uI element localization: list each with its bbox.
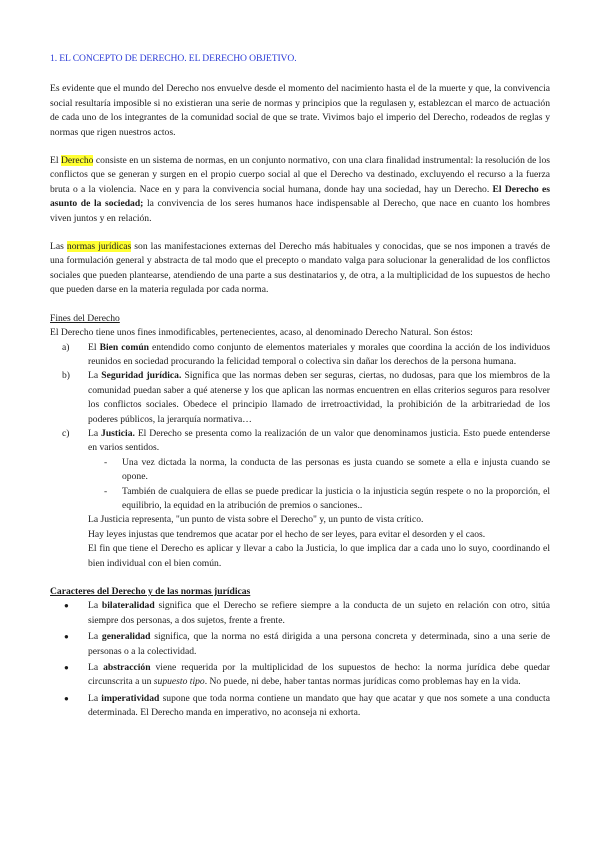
caracteres-section	[50, 585, 550, 721]
text-run: significa, que la norma no está dirigida a una persona concreta y determinada, sino a una serie de personas o a la colectividad.	[88, 631, 550, 657]
list-item	[64, 630, 550, 659]
list-item	[64, 599, 550, 628]
list-item	[64, 692, 550, 721]
text-run: El	[50, 155, 61, 167]
text-run: El Derecho se presenta como la realización de un valor que denominamos justicia. Esto puede entenderse en varios sentidos.	[88, 427, 550, 454]
justicia-line: Hay leyes injustas que tendremos que acatar por el hecho de ser leyes, para evitar el desorden y el caos.	[88, 528, 486, 540]
section-heading: Fines del Derecho	[50, 312, 120, 324]
bullet-icon: ●	[64, 632, 69, 642]
justicia-line: La Justicia representa, "un punto de vista sobre el Derecho" y, un punto de vista crítico.	[88, 514, 424, 526]
document-title: 1. EL CONCEPTO DE DERECHO. EL DERECHO OBJETIVO.	[50, 53, 297, 64]
fines-section	[50, 312, 550, 571]
list-item	[62, 369, 550, 427]
text-run: El	[88, 341, 100, 353]
text-run: entendido como conjunto de elementos materiales y morales que coordina la acción de los individuos reunidos en sociedad procurando la felicidad temporal o colectiva sin dañar los derechos de la persona humana.	[88, 341, 550, 367]
text-run: son las manifestaciones externas del Derecho más habituales y conocidas, que se nos imponen a través de una formulación general y abstracta de tal modo que el precepto o mandato valga para solucionar la generalidad de los conflictos sociales que pueden plantearse, atendiendo de una parte a sus destinatarios y, de otra, a la multiplicidad de los supuestos de hecho que pueden darse en la materia regulada por cada norma.	[50, 241, 550, 296]
highlighted-term: normas jurídicas	[66, 241, 132, 253]
bullet-icon: ●	[64, 693, 69, 703]
text-run: Una vez dictada la norma, la conducta de las personas es justa cuando se somete a ella e injusta cuando se opone.	[122, 456, 550, 483]
list-item	[104, 485, 550, 514]
bold-term: Bien común	[99, 341, 149, 353]
caracteres-list	[50, 599, 550, 720]
text-run: La	[88, 600, 102, 612]
text-run: La	[88, 662, 104, 674]
normas-paragraph	[50, 240, 550, 298]
text-run: consiste en un sistema de normas, en un conjunto normativo, con una clara finalidad instrumental: la resolución de los conflictos que se generan y surgen en el propio cuerpo social al que el Derecho va destinado, excluyendo el recurso a la fuerza bruta o a la violencia. Nace en y para la convivencia social humana, donde hay una sociedad, hay un Derecho.	[50, 155, 550, 195]
list-marker: a)	[62, 341, 70, 353]
bold-term: bilateralidad	[101, 600, 155, 612]
text-run: La	[88, 427, 102, 439]
bullet-icon: ●	[64, 601, 69, 611]
text-run: viene requerida por la multiplicidad de los supuestos de hecho: la norma jurídica debe quedar circunscrita a un	[88, 662, 550, 688]
justicia-line: El fin que tiene el Derecho es aplicar y llevar a cabo la Justicia, lo que implica dar a cada uno lo suyo, coordinando el bien individual con el bien común.	[88, 543, 550, 569]
text-run: supone que toda norma contiene un mandato que hay que acatar y que nos somete a una conducta determinada. El Derecho manda en imperativo, no aconseja ni exhorta.	[88, 692, 550, 719]
section-heading: Caracteres del Derecho y de las normas jurídicas	[50, 586, 251, 597]
bold-term: Justicia.	[101, 427, 135, 439]
text-run: La	[88, 631, 102, 643]
bold-term: generalidad	[101, 631, 151, 643]
list-item	[64, 661, 550, 690]
highlighted-term: Derecho	[60, 155, 94, 167]
dash-marker: -	[104, 456, 108, 468]
list-item	[104, 456, 550, 485]
section-intro: El Derecho tiene unos fines inmodificables, pertenecientes, acaso, al denominado Derecho Natural. Son éstos:	[50, 327, 473, 339]
list-marker: c)	[62, 427, 70, 439]
text-run: la convivencia de los seres humanos hace indispensable al Derecho, que nace en cuanto los hombres viven juntos y en relación.	[50, 198, 550, 224]
fines-list	[50, 341, 550, 514]
bold-term: Seguridad jurídica.	[101, 370, 182, 382]
text-run: Las	[50, 241, 67, 253]
bold-term: abstracción	[103, 662, 151, 674]
text-run: significa que el Derecho se refiere siempre a la conducta de un sujeto en relación con otro, sitúa siempre dos personas, a dos sujetos, frente a frente.	[88, 600, 550, 626]
text-run: La	[88, 692, 102, 704]
bold-term: imperatividad	[101, 692, 160, 704]
bullet-icon: ●	[64, 663, 69, 673]
list-item	[62, 341, 550, 370]
text-run: Significa que las normas deben ser seguras, ciertas, no dudosas, para que los miembros de la comunidad puedan saber a qué atenerse y los que aplican las normas encuentren en ellas criterios seguros para resolver los conflictos sociales. Obedece el principio llamado de irretroactividad, la prohibición de la arbitrariedad de los poderes públicos, la jerarquía normativa…	[88, 370, 550, 425]
definition-paragraph	[50, 154, 550, 226]
text-run: La	[88, 370, 102, 382]
dash-list	[88, 456, 550, 514]
list-marker: b)	[62, 370, 70, 382]
text-run: . No puede, ni debe, haber tantas normas jurídicas como problemas hay en la vida.	[204, 676, 521, 688]
intro-paragraph: Es evidente que el mundo del Derecho nos envuelve desde el momento del nacimiento hasta el de la muerte y que, la convivencia social resultaría imposible si no existieran una serie de normas y principios que la regulasen y, establezcan el marco de actuación de cada uno de los integrantes de la comunidad social de que se trate. Vivimos bajo el imperio del Derecho, rodeados de reglas y normas que rigen nuestros actos.	[50, 83, 550, 138]
list-item	[62, 427, 550, 513]
bold-statement: El Derecho es asunto de la sociedad;	[50, 183, 550, 210]
dash-marker: -	[104, 485, 108, 497]
italic-term: supuesto tipo	[153, 676, 205, 688]
text-run: También de cualquiera de ellas se puede predicar la justicia o la injusticia según respete o no la proporción, el equilibrio, la equidad en la atribución de premios o sanciones..	[122, 485, 550, 511]
